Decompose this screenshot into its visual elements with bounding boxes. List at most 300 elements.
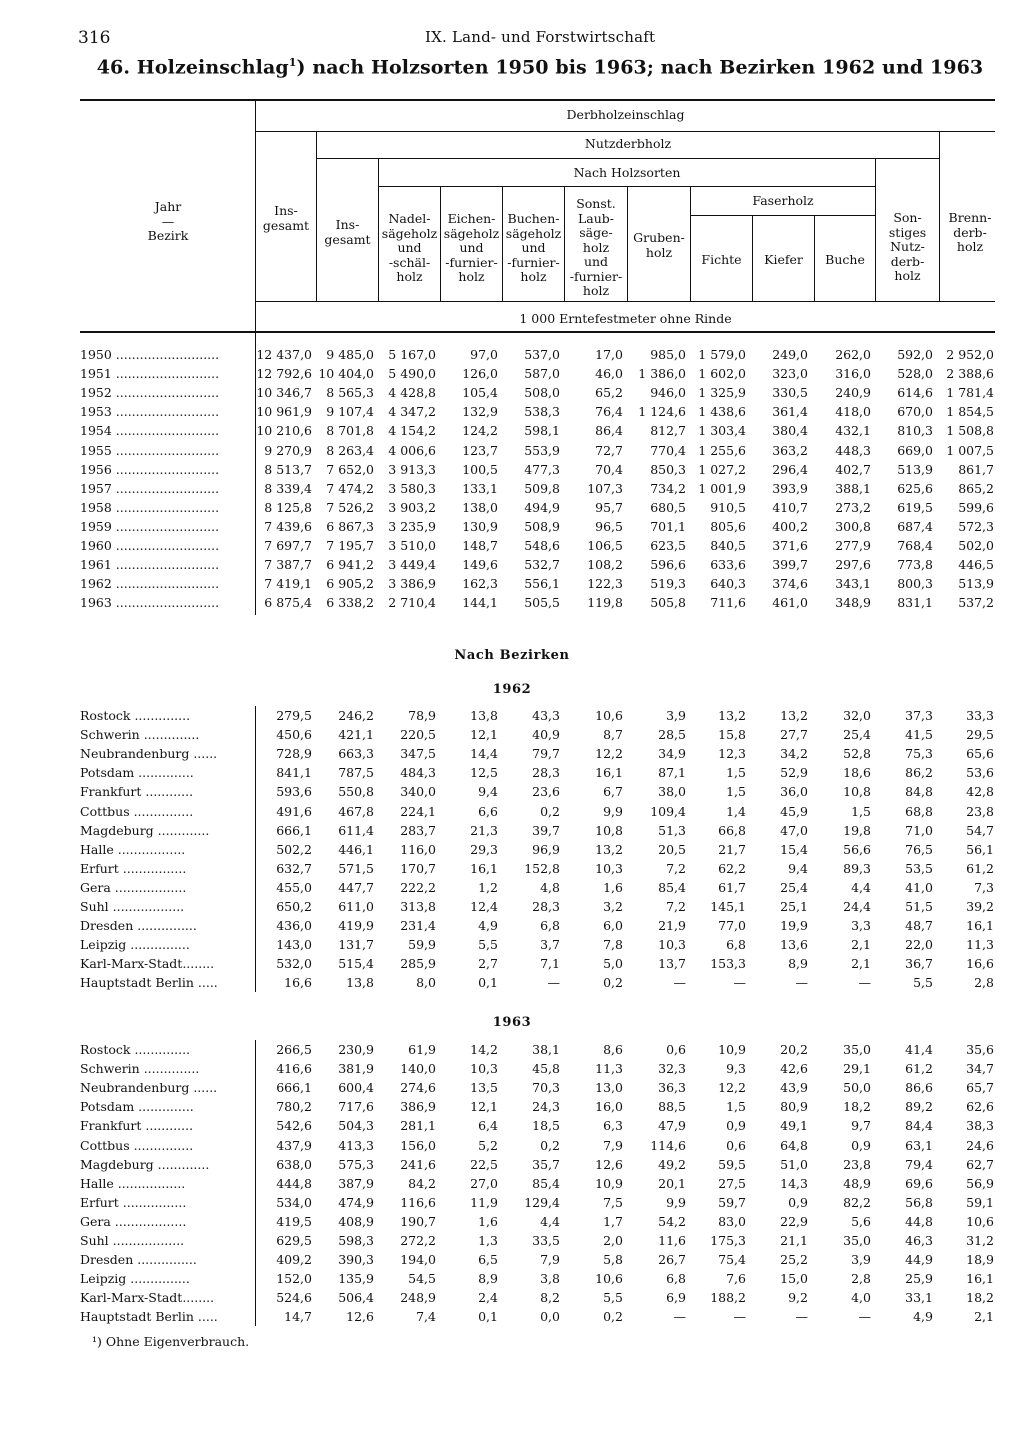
cell-grubenholz: 505,8 [650, 595, 686, 611]
cell-nadelsaegeholz: 4 006,6 [388, 442, 436, 458]
table-row [80, 707, 1000, 726]
cell-sonst-laubsaegeholz: 76,4 [595, 404, 623, 420]
cell-brennderbholz: 54,7 [966, 822, 994, 838]
cell-insgesamt: 152,0 [276, 1271, 312, 1287]
col-header-nutz-insgesamt: Ins- gesamt [324, 217, 371, 247]
cell-eichensaegeholz: 124,2 [462, 423, 498, 439]
cell-nutz-insgesamt: 230,9 [338, 1042, 374, 1057]
cell-faser-kiefer: 22,9 [780, 1213, 808, 1229]
cell-faser-fichte: 1,5 [726, 1099, 746, 1115]
cell-eichensaegeholz: 12,1 [470, 1099, 498, 1115]
cell-faser-buche: 262,0 [835, 347, 871, 362]
cell-faser-buche: 277,9 [835, 538, 871, 553]
cell-insgesamt: 6 875,4 [264, 595, 312, 611]
cell-faser-kiefer: 249,0 [772, 347, 808, 362]
table-row [80, 403, 1000, 422]
cell-nadelsaegeholz: 3 235,9 [388, 518, 436, 534]
col-header-buche: Buche [825, 252, 865, 267]
cell-faser-buche: 4,4 [851, 879, 871, 895]
cell-nutz-insgesamt: 6 338,2 [326, 595, 374, 611]
cell-grubenholz: 11,6 [658, 1233, 686, 1248]
cell-insgesamt: 416,6 [276, 1061, 312, 1077]
cell-brennderbholz: 18,2 [966, 1290, 994, 1306]
cell-nutz-insgesamt: 447,7 [338, 879, 374, 895]
row-label: Gera .................. [80, 879, 187, 895]
cell-grubenholz: 9,9 [666, 1194, 686, 1210]
cell-faser-buche: 348,9 [835, 595, 871, 611]
cell-sonstiges-nutzderbholz: 625,6 [897, 480, 933, 496]
cell-insgesamt: 502,2 [276, 841, 312, 857]
cell-eichensaegeholz: 13,5 [470, 1080, 498, 1096]
row-label: 1963 .......................... [80, 595, 220, 611]
cell-brennderbholz: 33,3 [966, 708, 994, 723]
cell-sonst-laubsaegeholz: 8,7 [603, 727, 623, 743]
cell-nutz-insgesamt: 717,6 [338, 1099, 374, 1115]
cell-sonst-laubsaegeholz: 5,8 [603, 1252, 623, 1268]
table-row [80, 499, 1000, 518]
cell-brennderbholz: 572,3 [958, 518, 994, 534]
table-row [80, 917, 1000, 936]
cell-insgesamt: 279,5 [276, 708, 312, 723]
cell-faser-kiefer: 371,6 [772, 538, 808, 553]
cell-brennderbholz: 513,9 [958, 576, 994, 592]
cell-buchensaegeholz: 24,3 [532, 1099, 560, 1115]
cell-grubenholz: 87,1 [658, 765, 686, 781]
cell-faser-buche: 35,0 [843, 1233, 871, 1248]
cell-nutz-insgesamt: 9 485,0 [326, 347, 374, 362]
col-header-fichte: Fichte [701, 252, 742, 267]
cell-sonst-laubsaegeholz: 6,0 [603, 918, 623, 934]
table-row [80, 346, 1000, 365]
cell-grubenholz: 946,0 [650, 385, 686, 401]
cell-buchensaegeholz: 45,8 [532, 1061, 560, 1077]
cell-insgesamt: 450,6 [276, 727, 312, 743]
table-row [80, 365, 1000, 384]
cell-faser-buche: 52,8 [843, 746, 871, 762]
cell-insgesamt: 7 439,6 [264, 518, 312, 534]
cell-brennderbholz: 861,7 [958, 461, 994, 477]
row-label: 1959 .......................... [80, 518, 220, 534]
cell-faser-fichte: 910,5 [710, 499, 746, 515]
cell-sonstiges-nutzderbholz: 76,5 [905, 841, 933, 857]
cell-grubenholz: 47,9 [658, 1118, 686, 1134]
cell-faser-kiefer: 9,4 [788, 860, 808, 876]
cell-sonstiges-nutzderbholz: 5,5 [913, 975, 933, 991]
cell-brennderbholz: 502,0 [958, 538, 994, 553]
cell-buchensaegeholz: 7,1 [540, 956, 560, 972]
cell-faser-kiefer: 36,0 [780, 784, 808, 800]
cell-nadelsaegeholz: 283,7 [400, 822, 436, 838]
cell-faser-kiefer: 47,0 [780, 822, 808, 838]
cell-nadelsaegeholz: 222,2 [400, 879, 436, 895]
col-header-eichen: Eichen- sägeholz und -furnier- holz [443, 211, 500, 284]
cell-sonstiges-nutzderbholz: 44,9 [905, 1252, 933, 1268]
row-label: Potsdam .............. [80, 765, 194, 781]
cell-sonst-laubsaegeholz: 108,2 [587, 557, 623, 573]
col-header-sonstiges: Son- stiges Nutz- derb- holz [888, 210, 927, 283]
cell-faser-kiefer: 393,9 [772, 480, 808, 496]
cell-sonstiges-nutzderbholz: 48,7 [905, 918, 933, 934]
cell-faser-kiefer: 64,8 [780, 1137, 808, 1153]
cell-eichensaegeholz: 97,0 [470, 347, 498, 362]
cell-brennderbholz: 865,2 [958, 480, 994, 496]
divider-insgesamt [316, 131, 317, 301]
cell-faser-kiefer: 25,2 [780, 1252, 808, 1268]
cell-sonst-laubsaegeholz: 6,7 [603, 784, 623, 800]
table-row [80, 537, 1000, 556]
cell-nadelsaegeholz: 241,6 [400, 1156, 436, 1172]
cell-faser-buche: — [858, 975, 871, 991]
cell-insgesamt: 7 387,7 [264, 557, 312, 573]
cell-nadelsaegeholz: 2 710,4 [388, 595, 436, 611]
cell-faser-fichte: 1 579,0 [698, 347, 746, 362]
cell-buchensaegeholz: 598,1 [524, 423, 560, 439]
table-row [80, 1041, 1000, 1060]
cell-sonst-laubsaegeholz: 2,0 [603, 1233, 623, 1248]
cell-brennderbholz: 2 388,6 [946, 366, 994, 382]
cell-brennderbholz: 34,7 [966, 1061, 994, 1077]
cell-nutz-insgesamt: 474,9 [338, 1194, 374, 1210]
row-label: Magdeburg ............. [80, 822, 210, 838]
cell-faser-kiefer: 13,6 [780, 937, 808, 953]
cell-sonstiges-nutzderbholz: 41,5 [905, 727, 933, 743]
cell-brennderbholz: 1 007,5 [946, 442, 994, 458]
cell-buchensaegeholz: — [547, 975, 560, 991]
cell-eichensaegeholz: 16,1 [470, 860, 498, 876]
cell-buchensaegeholz: 508,9 [524, 518, 560, 534]
cell-nutz-insgesamt: 387,9 [338, 1175, 374, 1191]
cell-grubenholz: 85,4 [658, 879, 686, 895]
cell-faser-fichte: 1,5 [726, 784, 746, 800]
table-row [80, 1289, 1000, 1308]
cell-eichensaegeholz: 2,7 [478, 956, 498, 972]
cell-faser-buche: 273,2 [835, 499, 871, 515]
cell-brennderbholz: 31,2 [966, 1233, 994, 1248]
cell-faser-kiefer: 8,9 [788, 956, 808, 972]
cell-buchensaegeholz: 43,3 [532, 708, 560, 723]
cell-faser-fichte: 9,3 [726, 1061, 746, 1077]
cell-eichensaegeholz: 22,5 [470, 1156, 498, 1172]
cell-sonst-laubsaegeholz: 1,6 [603, 879, 623, 895]
table-row [80, 1308, 1000, 1327]
row-label: Suhl .................. [80, 899, 185, 914]
cell-buchensaegeholz: 35,7 [532, 1156, 560, 1172]
table-row [80, 898, 1000, 917]
cell-faser-buche: 1,5 [851, 803, 871, 819]
cell-grubenholz: — [673, 975, 686, 991]
cell-sonstiges-nutzderbholz: 41,4 [905, 1042, 933, 1057]
cell-grubenholz: 7,2 [666, 899, 686, 914]
cell-sonstiges-nutzderbholz: 25,9 [905, 1271, 933, 1287]
cell-faser-kiefer: 410,7 [772, 499, 808, 515]
cell-faser-fichte: 0,9 [726, 1118, 746, 1134]
cell-nadelsaegeholz: 340,0 [400, 784, 436, 800]
cell-brennderbholz: 599,6 [958, 499, 994, 515]
cell-faser-fichte: 0,6 [726, 1137, 746, 1153]
cell-faser-fichte: 633,6 [710, 557, 746, 573]
cell-eichensaegeholz: 14,2 [470, 1042, 498, 1057]
cell-brennderbholz: 61,2 [966, 860, 994, 876]
cell-eichensaegeholz: 123,7 [462, 442, 498, 458]
cell-nadelsaegeholz: 231,4 [400, 918, 436, 934]
cell-buchensaegeholz: 494,9 [524, 499, 560, 515]
cell-insgesamt: 7 697,7 [264, 538, 312, 553]
cell-insgesamt: 593,6 [276, 784, 312, 800]
cell-faser-buche: 3,3 [851, 918, 871, 934]
cell-eichensaegeholz: 105,4 [462, 385, 498, 401]
cell-nadelsaegeholz: 285,9 [400, 956, 436, 972]
cell-grubenholz: 32,3 [658, 1061, 686, 1077]
cell-sonst-laubsaegeholz: 10,3 [595, 860, 623, 876]
cell-sonst-laubsaegeholz: 10,6 [595, 708, 623, 723]
cell-faser-fichte: 77,0 [718, 918, 746, 934]
cell-buchensaegeholz: 3,8 [540, 1271, 560, 1287]
cell-faser-fichte: — [733, 1309, 746, 1325]
row-label: 1955 .......................... [80, 442, 220, 458]
cell-faser-fichte: 13,2 [718, 708, 746, 723]
cell-nutz-insgesamt: 7 195,7 [326, 538, 374, 553]
cell-faser-kiefer: 400,2 [772, 518, 808, 534]
cell-insgesamt: 524,6 [276, 1290, 312, 1306]
row-label: Halle ................. [80, 841, 186, 857]
cell-insgesamt: 728,9 [276, 746, 312, 762]
cell-faser-kiefer: 45,9 [780, 803, 808, 819]
cell-faser-fichte: 27,5 [718, 1175, 746, 1191]
cell-brennderbholz: 24,6 [966, 1137, 994, 1153]
table-row [80, 556, 1000, 575]
cell-buchensaegeholz: 538,3 [524, 404, 560, 420]
cell-nadelsaegeholz: 3 510,0 [388, 538, 436, 553]
cell-faser-kiefer: — [795, 1309, 808, 1325]
cell-faser-kiefer: 34,2 [780, 746, 808, 762]
cell-brennderbholz: 537,2 [958, 595, 994, 611]
cell-eichensaegeholz: 1,3 [478, 1233, 498, 1248]
table-row [80, 783, 1000, 802]
cell-sonst-laubsaegeholz: 10,8 [595, 822, 623, 838]
row-label: Rostock .............. [80, 1042, 191, 1057]
cell-buchensaegeholz: 4,4 [540, 1213, 560, 1229]
row-label: 1962 .......................... [80, 576, 220, 592]
cell-faser-fichte: 805,6 [710, 518, 746, 534]
cell-faser-fichte: 1 027,2 [698, 461, 746, 477]
cell-eichensaegeholz: 2,4 [478, 1290, 498, 1306]
cell-nutz-insgesamt: 600,4 [338, 1080, 374, 1096]
cell-insgesamt: 455,0 [276, 879, 312, 895]
cell-insgesamt: 143,0 [276, 937, 312, 953]
header-bottom-rule [80, 331, 995, 333]
cell-faser-buche: 2,8 [851, 1271, 871, 1287]
section-title: IX. Land- und Forstwirtschaft [425, 28, 656, 46]
table-row [80, 1251, 1000, 1270]
cell-faser-buche: 297,6 [835, 557, 871, 573]
cell-faser-kiefer: 15,4 [780, 841, 808, 857]
cell-faser-fichte: 59,7 [718, 1194, 746, 1210]
cell-faser-buche: 35,0 [843, 1042, 871, 1057]
cell-grubenholz: 49,2 [658, 1156, 686, 1172]
row-label: Neubrandenburg ...... [80, 1080, 218, 1096]
cell-nadelsaegeholz: 5 167,0 [388, 347, 436, 362]
cell-brennderbholz: 62,6 [966, 1099, 994, 1115]
cell-nutz-insgesamt: 6 905,2 [326, 576, 374, 592]
cell-nadelsaegeholz: 272,2 [400, 1233, 436, 1248]
cell-eichensaegeholz: 132,9 [462, 404, 498, 420]
cell-grubenholz: 7,2 [666, 860, 686, 876]
cell-grubenholz: 6,9 [666, 1290, 686, 1306]
cell-faser-fichte: 6,8 [726, 937, 746, 953]
cell-nadelsaegeholz: 313,8 [400, 899, 436, 914]
cell-sonstiges-nutzderbholz: 513,9 [897, 461, 933, 477]
table-row [80, 384, 1000, 403]
cell-grubenholz: 850,3 [650, 461, 686, 477]
cell-buchensaegeholz: 477,3 [524, 461, 560, 477]
cell-faser-kiefer: 42,6 [780, 1061, 808, 1077]
cell-grubenholz: 54,2 [658, 1213, 686, 1229]
cell-buchensaegeholz: 556,1 [524, 576, 560, 592]
cell-nutz-insgesamt: 504,3 [338, 1118, 374, 1134]
cell-nadelsaegeholz: 220,5 [400, 727, 436, 743]
cell-buchensaegeholz: 0,2 [540, 803, 560, 819]
cell-eichensaegeholz: 1,2 [478, 879, 498, 895]
cell-insgesamt: 666,1 [276, 1080, 312, 1096]
cell-nadelsaegeholz: 5 490,0 [388, 366, 436, 382]
cell-sonst-laubsaegeholz: 8,6 [603, 1042, 623, 1057]
cell-insgesamt: 7 419,1 [264, 576, 312, 592]
cell-buchensaegeholz: 505,5 [524, 595, 560, 611]
cell-sonstiges-nutzderbholz: 75,3 [905, 746, 933, 762]
cell-eichensaegeholz: 9,4 [478, 784, 498, 800]
cell-faser-kiefer: 15,0 [780, 1271, 808, 1287]
cell-nutz-insgesamt: 419,9 [338, 918, 374, 934]
cell-faser-fichte: 12,2 [718, 1080, 746, 1096]
row-label: 1957 .......................... [80, 480, 220, 496]
cell-sonstiges-nutzderbholz: 831,1 [897, 595, 933, 611]
table-row [80, 461, 1000, 480]
cell-nutz-insgesamt: 8 565,3 [326, 385, 374, 401]
rule-faserholz [691, 215, 875, 216]
cell-brennderbholz: 35,6 [966, 1042, 994, 1057]
cell-grubenholz: 38,0 [658, 784, 686, 800]
cell-brennderbholz: 59,1 [966, 1194, 994, 1210]
cell-nutz-insgesamt: 611,0 [338, 899, 374, 914]
cell-eichensaegeholz: 21,3 [470, 822, 498, 838]
cell-sonst-laubsaegeholz: 0,2 [603, 1309, 623, 1325]
cell-nadelsaegeholz: 61,9 [408, 1042, 436, 1057]
cell-nutz-insgesamt: 408,9 [338, 1213, 374, 1229]
cell-nadelsaegeholz: 3 903,2 [388, 499, 436, 515]
cell-sonst-laubsaegeholz: 0,2 [603, 975, 623, 991]
cell-nadelsaegeholz: 281,1 [400, 1118, 436, 1134]
cell-grubenholz: 596,6 [650, 557, 686, 573]
cell-sonst-laubsaegeholz: 6,3 [603, 1118, 623, 1134]
cell-eichensaegeholz: 138,0 [462, 499, 498, 515]
row-label: Karl-Marx-Stadt........ [80, 956, 215, 972]
year-heading-1962: 1962 [492, 682, 532, 697]
cell-faser-kiefer: 25,4 [780, 879, 808, 895]
cell-nadelsaegeholz: 194,0 [400, 1252, 436, 1268]
cell-insgesamt: 8 125,8 [264, 499, 312, 515]
cell-insgesamt: 10 961,9 [256, 404, 312, 420]
cell-nadelsaegeholz: 54,5 [408, 1271, 436, 1287]
cell-faser-buche: 29,1 [843, 1061, 871, 1077]
cell-sonst-laubsaegeholz: 119,8 [587, 595, 623, 611]
cell-brennderbholz: 16,6 [966, 956, 994, 972]
cell-nutz-insgesamt: 413,3 [338, 1137, 374, 1153]
row-label: Cottbus ............... [80, 803, 194, 819]
cell-buchensaegeholz: 548,6 [524, 538, 560, 553]
cell-faser-buche: 0,9 [851, 1137, 871, 1153]
table-top-rule [80, 99, 995, 101]
table-row [80, 974, 1000, 993]
cell-insgesamt: 10 346,7 [256, 385, 312, 401]
cell-buchensaegeholz: 6,8 [540, 918, 560, 934]
cell-faser-fichte: — [733, 975, 746, 991]
table-row [80, 1270, 1000, 1289]
cell-grubenholz: 21,9 [658, 918, 686, 934]
cell-nutz-insgesamt: 6 867,3 [326, 518, 374, 534]
cell-sonstiges-nutzderbholz: 41,0 [905, 879, 933, 895]
table-row [80, 1213, 1000, 1232]
cell-insgesamt: 10 210,6 [256, 423, 312, 439]
cell-faser-fichte: 83,0 [718, 1213, 746, 1229]
cell-faser-buche: 5,6 [851, 1213, 871, 1229]
cell-sonstiges-nutzderbholz: 800,3 [897, 576, 933, 592]
cell-faser-buche: 432,1 [835, 423, 871, 439]
cell-faser-fichte: 1 438,6 [698, 404, 746, 420]
cell-faser-buche: — [858, 1309, 871, 1325]
nach-bezirken-heading: Nach Bezirken [454, 648, 570, 663]
cell-sonstiges-nutzderbholz: 4,9 [913, 1309, 933, 1325]
cell-insgesamt: 14,7 [284, 1309, 312, 1325]
cell-brennderbholz: 38,3 [966, 1118, 994, 1134]
table-row [80, 1137, 1000, 1156]
cell-faser-buche: 23,8 [843, 1156, 871, 1172]
cell-faser-buche: 10,8 [843, 784, 871, 800]
cell-faser-buche: 50,0 [843, 1080, 871, 1096]
row-label: 1950 .......................... [80, 347, 220, 362]
cell-buchensaegeholz: 8,2 [540, 1290, 560, 1306]
cell-sonst-laubsaegeholz: 5,0 [603, 956, 623, 972]
cell-eichensaegeholz: 14,4 [470, 746, 498, 762]
col-header-brennholz: Brenn- derb- holz [948, 210, 992, 254]
cell-grubenholz: 680,5 [650, 499, 686, 515]
cell-insgesamt: 491,6 [276, 803, 312, 819]
row-label: Erfurt ................ [80, 860, 187, 876]
cell-buchensaegeholz: 33,5 [532, 1233, 560, 1248]
cell-insgesamt: 632,7 [276, 860, 312, 876]
cell-brennderbholz: 65,6 [966, 746, 994, 762]
cell-sonst-laubsaegeholz: 7,9 [603, 1137, 623, 1153]
cell-nadelsaegeholz: 84,2 [408, 1175, 436, 1191]
cell-grubenholz: 20,5 [658, 841, 686, 857]
cell-sonst-laubsaegeholz: 65,2 [595, 385, 623, 401]
cell-nutz-insgesamt: 421,1 [338, 727, 374, 743]
cell-faser-buche: 3,9 [851, 1252, 871, 1268]
row-label: 1953 .......................... [80, 404, 220, 420]
cell-nutz-insgesamt: 6 941,2 [326, 557, 374, 573]
cell-nutz-insgesamt: 467,8 [338, 803, 374, 819]
cell-grubenholz: 1 386,0 [638, 366, 686, 382]
cell-insgesamt: 409,2 [276, 1252, 312, 1268]
cell-nutz-insgesamt: 7 652,0 [326, 461, 374, 477]
cell-faser-fichte: 15,8 [718, 727, 746, 743]
cell-faser-buche: 18,6 [843, 765, 871, 781]
cell-sonstiges-nutzderbholz: 53,5 [905, 860, 933, 876]
cell-sonstiges-nutzderbholz: 63,1 [905, 1137, 933, 1153]
cell-grubenholz: 114,6 [650, 1137, 686, 1153]
row-label: Schwerin .............. [80, 727, 200, 743]
row-label: Gera .................. [80, 1213, 187, 1229]
cell-faser-kiefer: 49,1 [780, 1118, 808, 1134]
